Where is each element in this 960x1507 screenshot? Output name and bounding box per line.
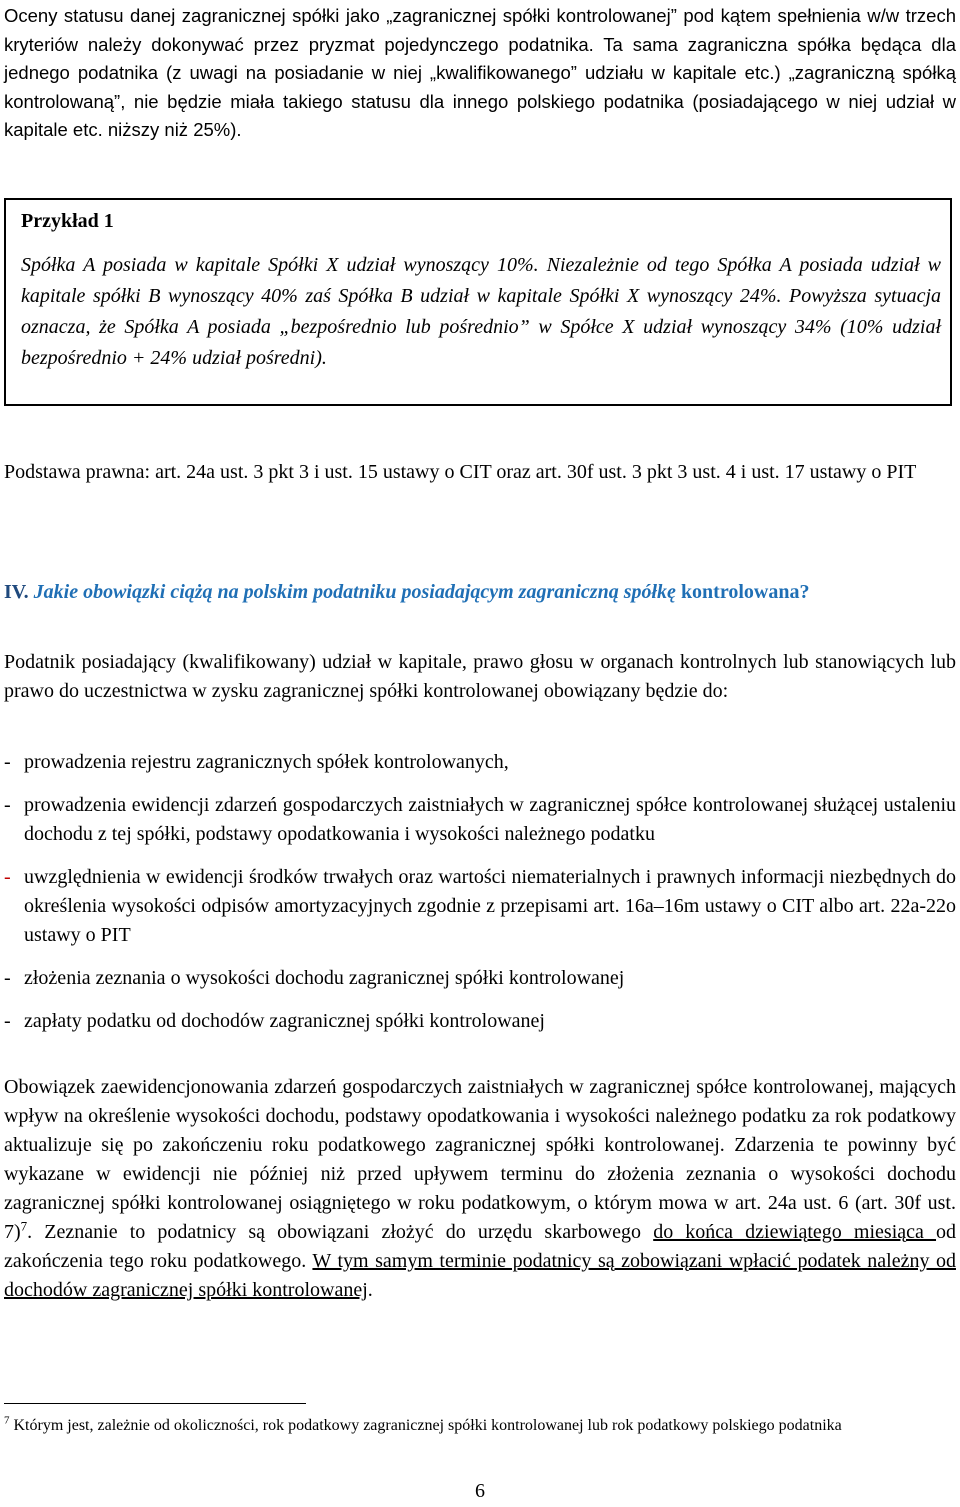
list-item-text: prowadzenia ewidencji zdarzeń gospodarczych zaistniałych w zagranicznej spółce kontrolowanej służącej ustaleniu dochodu z tej spółki, podstawy opodatkowania i wysokości należnego podatku (24, 794, 956, 845)
section-intro-paragraph: Podatnik posiadający (kwalifikowany) udział w kapitale, prawo głosu w organach kontrolnych lub stanowiących lub prawo do uczestnictwa w zysku zagranicznej spółki kontrolowanej obowiązany będzie do: (4, 651, 956, 702)
list-item-text: zapłaty podatku od dochodów zagranicznej spółki kontrolowanej (24, 1010, 545, 1032)
deadline-underlined: do końca dziewiątego miesiąca (653, 1221, 937, 1243)
list-item (4, 791, 956, 849)
list-item (4, 964, 956, 993)
example-body: Spółka A posiada w kapitale Spółki X udział wynoszący 10%. Niezależnie od tego Spółka A posiada udział w kapitale spółki B wynoszący 40% zaś Spółka B udział w kapitale Spółki X wynoszący 24%. Powyższa sytuacja oznacza, że Spółka A posiada „bezpośrednio lub pośrednio” w Spółce X udział wynoszący 34% (10% udział bezpośrednio + 24% udział pośredni). (21, 254, 941, 369)
obligation-text: od zakończenia tego roku podatkowego. (4, 1221, 957, 1272)
list-item-text: złożenia zeznania o wysokości dochodu zagranicznej spółki kontrolowanej (24, 967, 625, 989)
obligations-list (4, 748, 956, 1050)
page-number: 6 (475, 1480, 485, 1502)
footnote (4, 1414, 956, 1438)
obligation-text: . Zeznanie to podatnicy są obowiązani złożyć do urzędu skarbowego (27, 1221, 654, 1243)
example-box (4, 198, 952, 406)
list-item (4, 863, 956, 950)
dash-marker: - (4, 1010, 11, 1032)
obligation-paragraph (4, 1073, 956, 1305)
section-heading (4, 578, 956, 607)
list-item (4, 1007, 956, 1036)
obligation-text: Obowiązek zaewidencjonowania zdarzeń gospodarczych zaistniałych w zagranicznej spółce kontrolowanej, mających wpływ na określenie wysokości dochodu, podstawy opodatkowania i wysokości należnego podatku za rok podatkowy aktualizuje się po zakończeniu roku podatkowego zagranicznej spółki kontrolowanej. Zdarzenia te powinny być wykazane w ewidencji nie później niż przed upływem terminu do złożenia zeznania o wysokości dochodu zagranicznej spółki kontrolowanej osiągniętego w roku podatkowym, o którym mowa w art. 24a ust. 6 (art. 30f ust. 7) (4, 1076, 956, 1243)
footnote-number: 7 (4, 1414, 10, 1427)
list-item-text: uwzględnienia w ewidencji środków trwałych oraz wartości niematerialnych i prawnych informacji niezbędnych do określenia wysokości odpisów amortyzacyjnych zgodnie z przepisami art. 16a–16m ustawy o CIT albo art. 22a-22o ustawy o PIT (24, 866, 956, 946)
dash-marker: - (4, 751, 11, 773)
dash-marker: - (4, 866, 11, 888)
section-title: Jakie obowiązki ciążą na polskim podatniku posiadającym zagraniczną spółkę (33, 581, 676, 603)
list-item (4, 748, 956, 777)
list-item-text: prowadzenia rejestru zagranicznych spółek kontrolowanych, (24, 751, 509, 773)
dash-marker: - (4, 794, 11, 816)
legal-basis: Podstawa prawna: art. 24a ust. 3 pkt 3 i ust. 15 ustawy o CIT oraz art. 30f ust. 3 pkt 3 ust. 4 i ust. 17 ustawy o PIT (4, 461, 917, 483)
payment-deadline-underlined: W tym samym terminie podatnicy są zobowiązani wpłacić podatek należny od dochodów zagranicznej spółki kontrolowanej (4, 1250, 956, 1301)
section-title-continued: kontrolowana? (680, 581, 810, 603)
section-number: IV. (4, 581, 29, 603)
footnote-reference: 7 (20, 1218, 28, 1234)
footnote-separator (4, 1403, 306, 1404)
footnote-text: Którym jest, zależnie od okoliczności, rok podatkowy zagranicznej spółki kontrolowanej lub rok podatkowy polskiego podatnika (9, 1417, 842, 1434)
intro-paragraph: Oceny statusu danej zagranicznej spółki jako „zagranicznej spółki kontrolowanej” pod kątem spełnienia w/w trzech kryteriów należy dokonywać przez pryzmat pojedynczego podatnika. Ta sama zagraniczna spółka będąca dla jednego podatnika (z uwagi na posiadanie w niej „kwalifikowanego” udziału w kapitale etc.) „zagraniczną spółką kontrolowaną”, nie będzie miała takiego statusu dla innego polskiego podatnika (posiadającego w niej udział w kapitale etc. niższy niż 25%). (4, 5, 956, 140)
dash-marker: - (4, 967, 11, 989)
example-title: Przykład 1 (21, 210, 114, 232)
obligation-text: . (367, 1279, 373, 1301)
